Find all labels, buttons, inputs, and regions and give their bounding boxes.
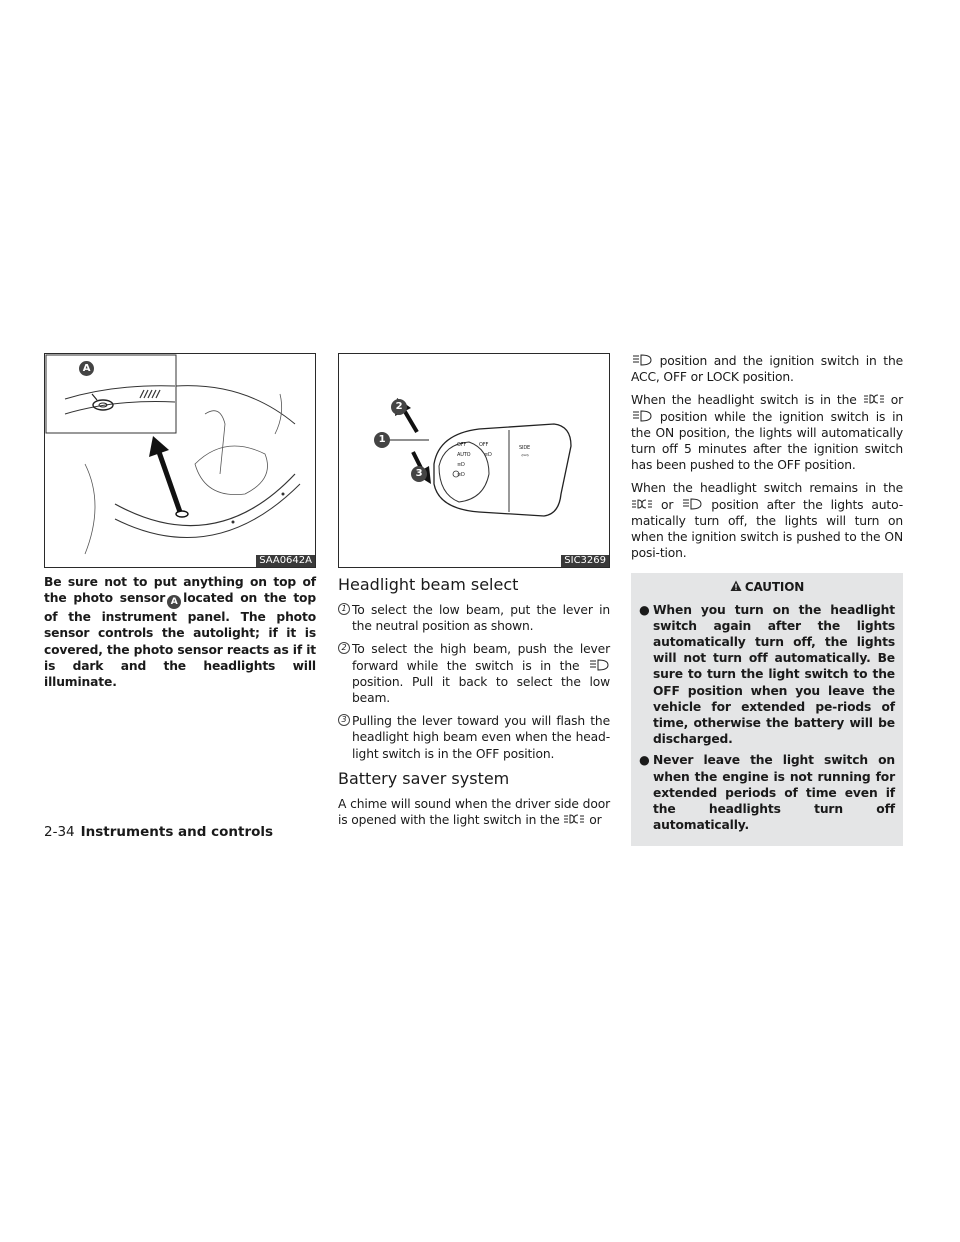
caution-title: CAUTION <box>744 580 805 595</box>
beam-select-heading: Headlight beam select <box>338 575 519 594</box>
page-footer <box>44 824 273 840</box>
right-text-2a: When the headlight switch is in the <box>631 393 857 408</box>
middle-column <box>338 353 610 835</box>
right-text-2c: position while the ignition switch is in the ON position, the lights will automatically turn off 5 minutes after the ignition switch has been pushed to the OFF position. <box>631 409 903 473</box>
callout-1-figure: 1 <box>374 432 390 448</box>
photo-sensor-illustration <box>45 354 316 568</box>
battery-text-b: or <box>589 813 602 828</box>
headlight-icon <box>681 498 703 510</box>
step-number-2: 2 <box>338 642 350 654</box>
note-text-end: located on the top of the instrument panel. The photo sensor controls the autolight; if it is covered, the photo sensor reacts as if it is dark and the headlights will illuminate. <box>44 591 316 690</box>
bullet-icon: ● <box>639 753 650 768</box>
right-text-2b: or <box>890 393 904 408</box>
caution-item-1 <box>639 602 895 748</box>
beam-item-1 <box>338 602 610 634</box>
svg-text:SIDE: SIDE <box>519 445 531 451</box>
callout-a-figure: A <box>79 361 94 376</box>
svg-text:AUTO: AUTO <box>457 452 471 458</box>
note-text-start: Be sure not to put anything on top of the photo sensor <box>44 575 316 606</box>
step-number-1: 1 <box>338 603 350 615</box>
photo-sensor-note <box>44 574 316 690</box>
lever-figure <box>338 353 610 568</box>
caution-box <box>631 573 903 846</box>
page-number: 2-34 <box>44 824 75 840</box>
right-para-1 <box>631 353 903 385</box>
callout-a-inline: A <box>167 595 181 609</box>
battery-saver-heading: Battery saver system <box>338 768 510 788</box>
svg-text:≡D: ≡D <box>484 452 492 458</box>
headlight-icon <box>631 410 653 422</box>
right-text-3c: position after the lights auto-matically turn off, the lights will turn on when the ignition switch is pushed to the ON posi-tion. <box>631 497 903 561</box>
warning-icon <box>730 580 742 592</box>
step-text-2a: To select the high beam, push the lever forward while the switch is in the <box>352 642 610 673</box>
beam-item-3 <box>338 713 610 762</box>
callout-3-figure: 3 <box>411 466 427 482</box>
caution-text-2: Never leave the light switch on when the engine is not running for extended periods of time even if the headlights turn off automatically. <box>653 753 895 833</box>
step-text-1: To select the low beam, put the lever in the neutral position as shown. <box>352 603 610 634</box>
step-number-3: 3 <box>338 714 350 726</box>
svg-text:⇦⇨: ⇦⇨ <box>521 453 530 459</box>
svg-text:OFF: OFF <box>479 442 489 448</box>
right-text-3a: When the headlight switch remains in the <box>631 481 903 496</box>
svg-text:≡D: ≡D <box>457 472 465 478</box>
battery-text-a: A chime will sound when the driver side door is opened with the light switch in the <box>338 796 610 828</box>
parking-light-icon <box>631 498 653 510</box>
bullet-icon: ● <box>639 602 650 617</box>
figure-tag: SIC3269 <box>561 555 609 567</box>
callout-2-figure: 2 <box>391 399 407 415</box>
right-para-2 <box>631 392 903 473</box>
svg-text:≡D: ≡D <box>457 462 465 468</box>
parking-light-icon <box>863 393 885 405</box>
headlight-icon <box>631 354 653 366</box>
right-text-3b: or <box>660 497 674 512</box>
section-title: Instruments and controls <box>80 824 274 840</box>
beam-item-2 <box>338 641 610 706</box>
caution-header <box>639 579 895 595</box>
right-column <box>631 353 903 846</box>
svg-text:OFF: OFF <box>457 442 467 448</box>
figure-tag: SAA0642A <box>256 555 315 567</box>
headlight-icon <box>588 659 610 671</box>
step-text-3: Pulling the lever toward you will flash the headlight high beam even when the head-light switch is in the OFF position. <box>352 714 610 761</box>
battery-para <box>338 796 610 828</box>
step-text-2b: position. Pull it back to select the low beam. <box>352 674 610 706</box>
right-text-1: position and the ignition switch in the ACC, OFF or LOCK position. <box>631 354 904 385</box>
parking-light-icon <box>563 813 585 825</box>
right-para-3 <box>631 480 903 561</box>
photo-sensor-figure <box>44 353 316 568</box>
caution-item-2 <box>639 752 895 833</box>
left-column <box>44 353 316 690</box>
lever-illustration <box>339 354 610 568</box>
caution-text-1: When you turn on the headlight switch again after the lights automatically turn off, the lights will not turn off automatically. Be sure to turn the light switch to the OFF position when you leave the vehicle for extended pe-riods of time, otherwise the battery will be discharged. <box>653 602 895 747</box>
